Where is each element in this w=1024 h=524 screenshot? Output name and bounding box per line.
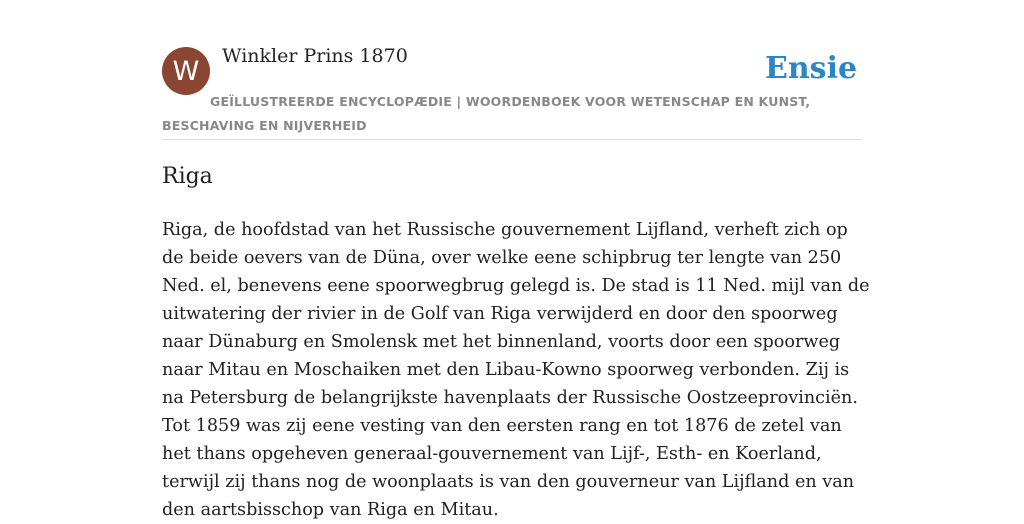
header-divider [162, 139, 862, 140]
source-title[interactable]: Winkler Prins 1870 [222, 45, 408, 67]
source-subtitle: GEÏLLUSTREERDE ENCYCLOPÆDIE | WOORDENBOEK VOOR WETENSCHAP EN KUNST, BESCHAVING EN NIJVERHEID [162, 94, 811, 133]
ensie-logo[interactable]: Ensie [765, 51, 858, 86]
article-body: Riga, de hoofdstad van het Russische gouvernement Lijfland, verheft zich op de beide oevers van de Düna, over welke eene schipbrug ter lengte van 250 Ned. el, benevens eene spoorwegbrug gelegd is. De stad is 11 Ned. mijl van de uitwatering der rivier in de Golf van Riga verwijderd en door den spoorweg naar Dünaburg en Smolensk met het binnenland, voorts door een spoorweg naar Mitau en Moschaiken met den Libau-Kowno spoorweg verbonden. Zij is na Petersburg de belangrijkste havenplaats der Russische Oostzeeprovinciën. Tot 1859 was zij eene vesting van den eersten rang en tot 1876 de zetel van het thans opgeheven generaal-gouvernement van Lijf-, Esth- en Koerland, terwijl zij thans nog de woonplaats is van den gouverneur van Lijfland en van den aartsbisschop van Riga en Mitau. [162, 220, 870, 520]
article-title: Riga [162, 164, 213, 189]
source-avatar[interactable]: W [162, 47, 210, 95]
